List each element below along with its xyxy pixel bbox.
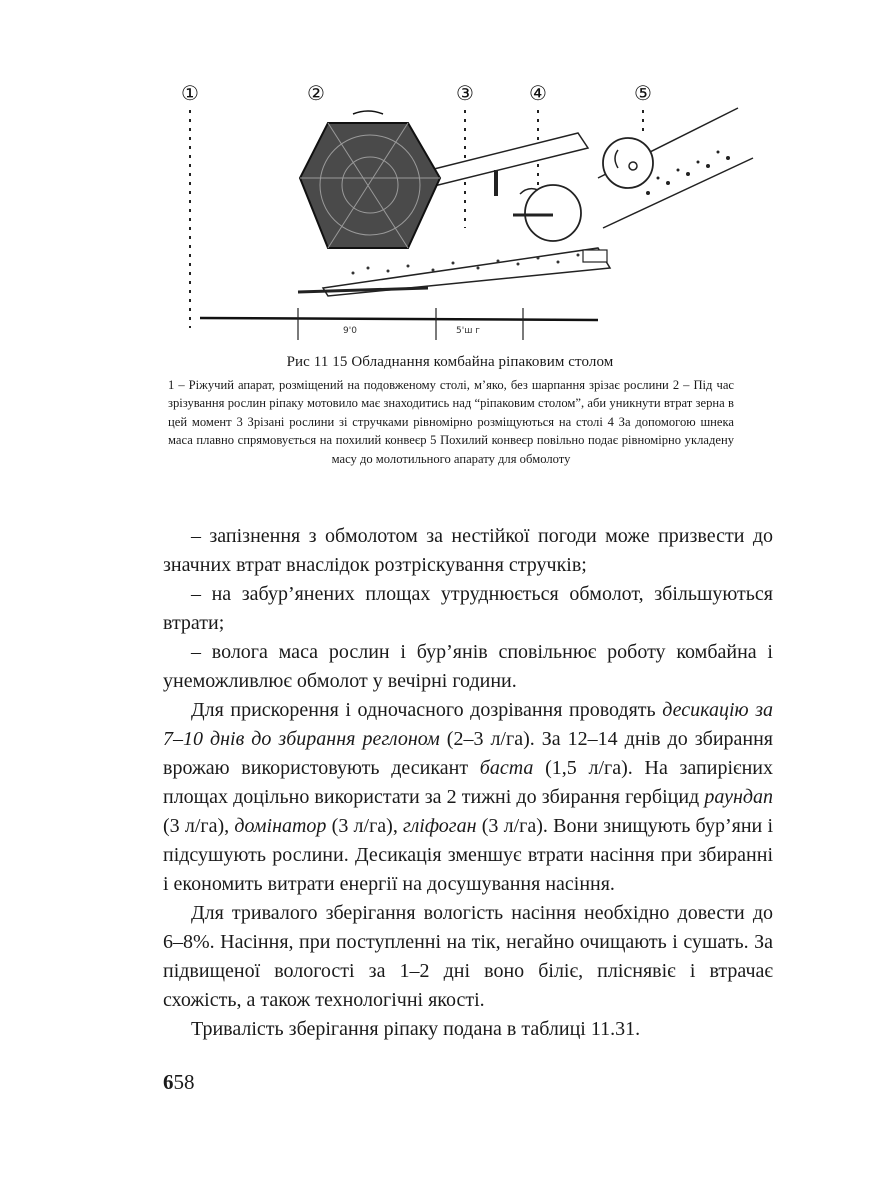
figure-caption-body: 1 – Ріжучий апарат, розміщений на подовженому столі, м’яко, без шарпання зрізає рослини 2 – Під час зрізування рослин ріпаку мотовило має знаходитись над “ріпаковим столом”, аби уникнути втрат зерна в цей момент 3 Зрізані рослини зі стручками рівномірно розміщуються на столі 4 За допомогою шнека маса плавно спрямовується на похилий конвеєр 5 Похилий конвеєр повільно подає рівномірно укладену масу до молотильного апарату для обмолоту — [168, 378, 734, 466]
marker-1: ① — [181, 81, 199, 105]
paragraph-desiccation: Для прискорення і одночасного дозрівання проводять десикацію за 7–10 днів до збирання реглоном (2–3 л/га). За 12–14 днів до збирання врожаю використовують десикант баста (1,5 л/га). На запирієних площах доцільно використати за 2 тижні до збирання гербіцид раундап (3 л/га), домінатор (3 л/га), гліфоган (3 л/га). Вони знищують бур’яни і підсушують рослини. Десикація зменшує втрати насіння при збиранні і економить витрати енергії на досушування насіння. — [163, 699, 774, 895]
bullet-3: – волога маса рослин і бур’янів сповільнює роботу комбайна і унеможливлює обмолот у вечірні години. — [163, 641, 773, 692]
paragraph-table-ref: Тривалість зберігання ріпаку подана в таблиці 11.31. — [191, 1018, 641, 1040]
page-number: 658 — [163, 1070, 195, 1094]
dimension-right: 5'ш г — [456, 326, 481, 336]
combine-rapeseed-table-figure — [178, 78, 758, 346]
marker-2: ② — [307, 81, 325, 105]
body-text — [163, 522, 773, 1044]
dimension-left: 9'0 — [343, 326, 357, 336]
bullet-1: – запізнення з обмолотом за нестійкої погоди може призвести до значних втрат внаслідок розтріскування стручків; — [163, 525, 773, 576]
marker-3: ③ — [456, 81, 474, 105]
marker-4: ④ — [529, 81, 547, 105]
paragraph-storage: Для тривалого зберігання вологість насіння необхідно довести до 6–8%. Насіння, при поступленні на тік, негайно очищають і сушать. За підвищеної вологості за 1–2 дні воно біліє, пліснявіє і втрачає схожість, а також технологічні якості. — [163, 902, 773, 1011]
marker-5: ⑤ — [634, 81, 652, 105]
bullet-2: – на забур’янених площах утруднюється обмолот, збільшуються втрати; — [163, 583, 773, 634]
figure-caption-title: Рис 11 15 Обладнання комбайна ріпаковим столом — [286, 354, 614, 370]
